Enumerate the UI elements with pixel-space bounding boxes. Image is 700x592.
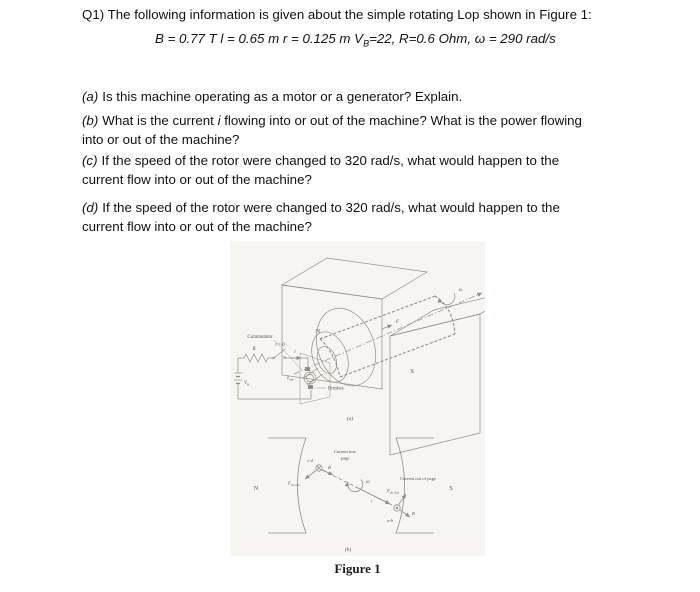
question-b-label: (b)	[82, 113, 99, 128]
label-force-a: F	[396, 320, 400, 325]
label-ab: a-b	[387, 518, 393, 523]
question-d	[82, 198, 634, 236]
question-d-text: If the speed of the rotor were changed to 320 rad/s, what would happen to the	[102, 200, 560, 215]
label-cd: c-d	[307, 458, 313, 463]
question-d-line2: current flow into or out of the machine?	[82, 219, 312, 234]
question-c-line2: current flow into or out of the machine?	[82, 172, 312, 187]
figure-caption: Figure 1	[334, 561, 381, 576]
battery-symbol	[234, 373, 242, 384]
question-a-label: (a)	[82, 89, 99, 104]
conductor-ab	[394, 505, 400, 511]
question-b-text: What is the current	[102, 113, 218, 128]
question-b	[82, 111, 634, 149]
question-b-line1	[82, 111, 634, 130]
resistor-symbol	[244, 354, 268, 362]
rotation-arrow-a	[439, 293, 455, 305]
caption-part-b: (b)	[344, 547, 352, 553]
label-radius: r	[371, 498, 373, 504]
label-b-left: B	[328, 465, 331, 470]
label-brushes: Brushes	[328, 386, 344, 392]
label-current-into-1: Current into	[333, 449, 357, 454]
label-pole-s-a: S	[410, 368, 414, 375]
question-c-label: (c)	[82, 153, 98, 168]
given-post: =22, R=0.6 Ohm, ω = 290 rad/s	[369, 31, 556, 46]
question-d-label: (d)	[82, 200, 99, 215]
label-omega-b: ω	[366, 480, 370, 485]
given-values	[155, 31, 556, 49]
conductor-cd	[316, 465, 322, 471]
label-e-ind: $e_{ind}$	[287, 376, 294, 382]
question-title: Q1) The following information is given about the simple rotating Lop shown in Figure 1:	[82, 7, 592, 22]
radius-arrow	[356, 487, 390, 504]
question-a	[82, 87, 634, 106]
label-pole-n-b: N	[253, 486, 259, 492]
question-b-em: i	[217, 113, 221, 128]
question-d-line1	[82, 198, 634, 217]
label-f-ab: $F_{ab, ind}$	[387, 488, 399, 495]
label-current-out: Current out of page	[400, 476, 436, 481]
question-c	[82, 151, 634, 189]
figure-1-diagram	[230, 241, 485, 556]
question-a-line1	[82, 87, 634, 106]
magnet-block-s	[390, 288, 485, 455]
question-a-text: Is this machine operating as a motor or a generator? Explain.	[102, 89, 463, 104]
pole-face-left	[268, 438, 306, 533]
label-commutator: Commutator	[247, 335, 273, 340]
rotation-arrow-b	[348, 480, 363, 492]
label-battery: $V_B$	[244, 381, 250, 387]
magnet-block-n	[282, 258, 427, 389]
force-arrow-cd	[305, 471, 316, 480]
given-subscript: B	[363, 38, 370, 49]
question-c-line1	[82, 151, 634, 170]
force-arrow-a	[382, 325, 392, 329]
label-pole-n-a: N	[315, 328, 321, 335]
force-arrow-ab	[399, 494, 407, 505]
question-b-text2: flowing into or out of the machine? What is the power flowing	[220, 113, 582, 128]
label-f-cd: $F_{cd, ind}$	[288, 480, 300, 487]
question-c-text: If the speed of the rotor were changed to 320 rad/s, what would happen to the	[101, 153, 560, 168]
label-omega-a: ω	[459, 288, 463, 293]
label-resistor: R	[252, 347, 256, 352]
label-b-right: B	[412, 511, 415, 516]
question-b-line2: into or out of the machine?	[82, 132, 240, 147]
label-switch-time: t = 0	[275, 343, 285, 348]
b-field-arrow-left	[323, 470, 334, 475]
label-current-i: i	[294, 350, 296, 355]
caption-part-a: (a)	[346, 416, 354, 422]
given-pre: B = 0.77 T l = 0.65 m r = 0.125 m V	[155, 31, 364, 46]
figure-1-panel	[230, 241, 485, 556]
label-current-into-2: page	[340, 455, 350, 461]
label-pole-s-b: S	[449, 486, 453, 492]
